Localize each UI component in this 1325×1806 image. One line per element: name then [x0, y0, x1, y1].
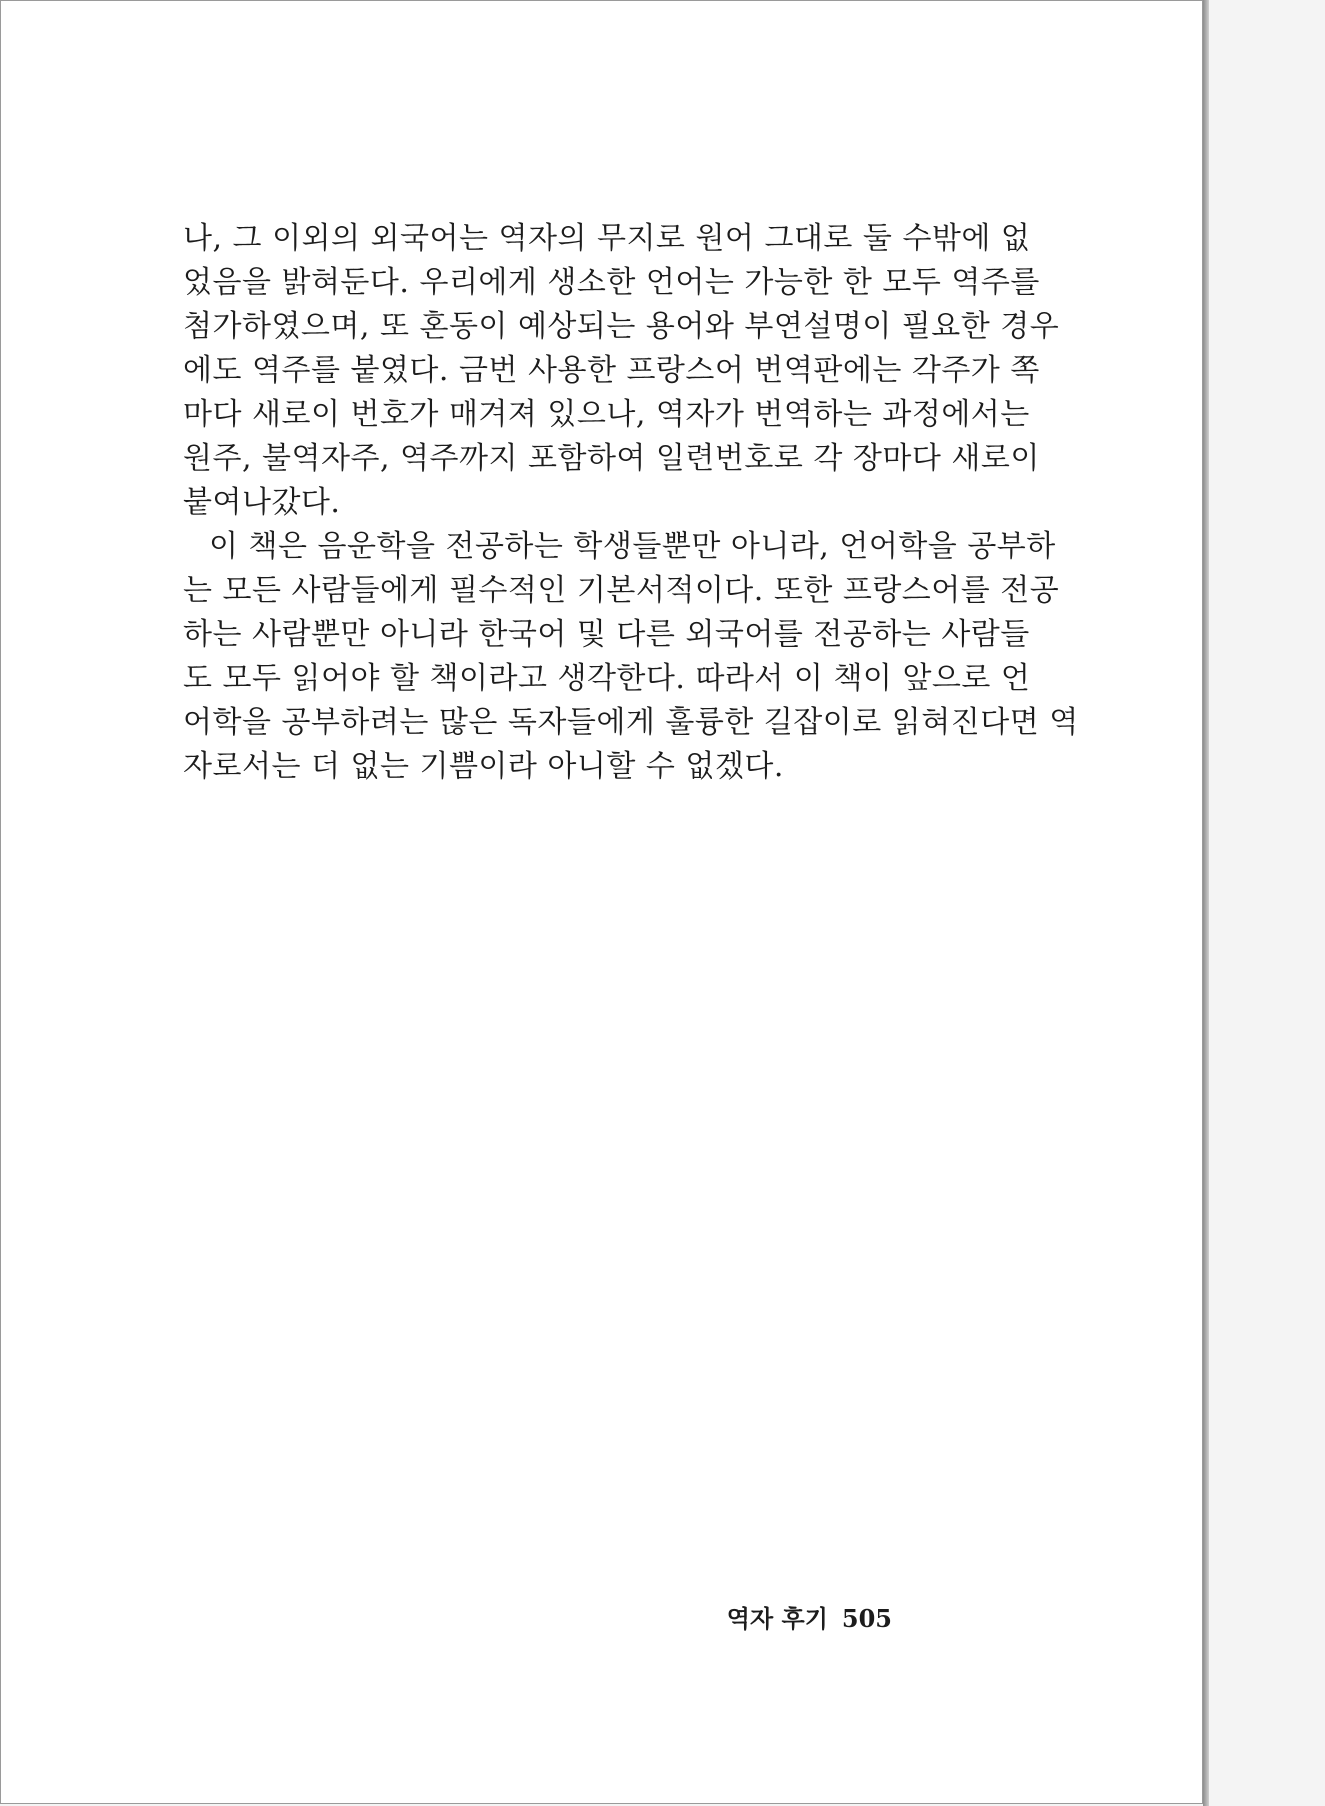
- text-line: 자로서는 더 없는 기쁨이라 아니할 수 없겠다.: [183, 749, 784, 784]
- page-footer: [727, 1599, 892, 1634]
- page-edge-shadow: [1203, 0, 1209, 1806]
- text-line: 었음을 밝혀둔다. 우리에게 생소한 언어는 가능한 한 모두 역주를: [183, 265, 1040, 300]
- text-line: 나, 그 이외의 외국어는 역자의 무지로 원어 그대로 둘 수밖에 없: [183, 221, 1031, 256]
- text-line: 는 모든 사람들에게 필수적인 기본서적이다. 또한 프랑스어를 전공: [183, 573, 1060, 608]
- text-line: 첨가하였으며, 또 혼동이 예상되는 용어와 부연설명이 필요한 경우: [183, 309, 1060, 344]
- page-number: 505: [841, 1604, 892, 1633]
- text-line: 에도 역주를 붙였다. 금번 사용한 프랑스어 번역판에는 각주가 쪽: [183, 353, 1040, 388]
- running-head: 역자 후기: [726, 1604, 828, 1633]
- body-text: [183, 217, 1079, 789]
- text-line: 하는 사람뿐만 아니라 한국어 및 다른 외국어를 전공하는 사람들: [183, 617, 1030, 652]
- text-line: 이 책은 음운학을 전공하는 학생들뿐만 아니라, 언어학을 공부하: [209, 529, 1056, 564]
- text-line: 붙여나갔다.: [183, 485, 341, 520]
- text-line: 원주, 불역자주, 역주까지 포함하여 일련번호로 각 장마다 새로이: [183, 441, 1040, 476]
- text-line: 마다 새로이 번호가 매겨져 있으나, 역자가 번역하는 과정에서는: [183, 397, 1030, 432]
- text-line: 어학을 공부하려는 많은 독자들에게 훌륭한 길잡이로 읽혀진다면 역: [183, 705, 1079, 740]
- text-line: 도 모두 읽어야 할 책이라고 생각한다. 따라서 이 책이 앞으로 언: [183, 661, 1031, 696]
